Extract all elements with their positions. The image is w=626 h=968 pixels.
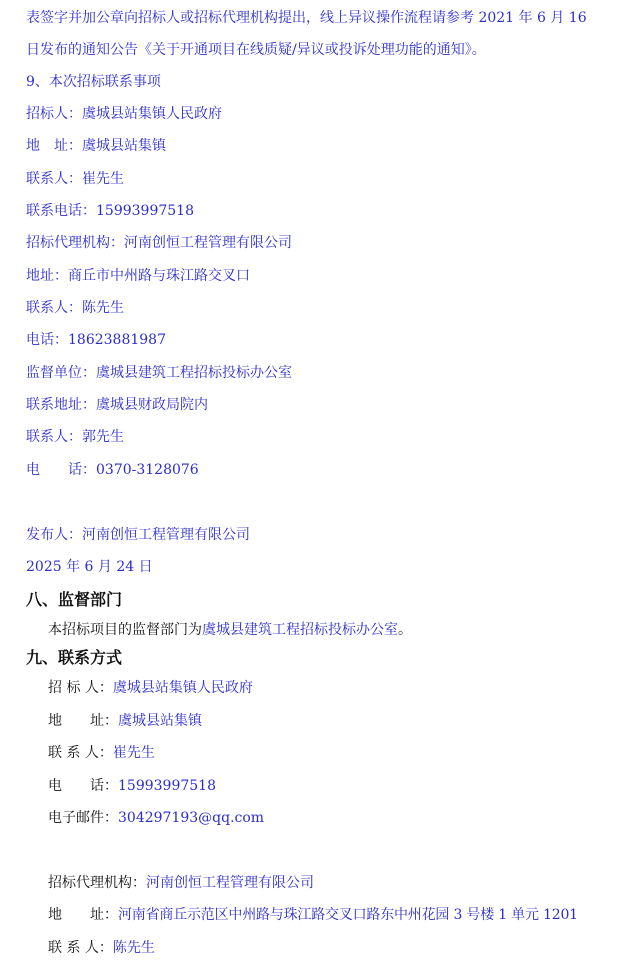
section-8-text-suffix: 。 bbox=[398, 622, 412, 638]
intro-text-line-1: 表签字并加公章向招标人或招标代理机构提出，线上异议操作流程请参考 2021 年 6 月 16 bbox=[26, 10, 587, 26]
row-label: 电 话： bbox=[48, 778, 118, 794]
row-value: 河南创恒工程管理有限公司 bbox=[146, 875, 314, 891]
section-9-heading: 九、联系方式 bbox=[26, 648, 123, 667]
row-value: 虞城县站集镇人民政府 bbox=[112, 680, 253, 696]
contact-tenderer: 招标人：虞城县站集镇人民政府 bbox=[26, 106, 222, 122]
row-label: 联 系 人： bbox=[48, 940, 113, 956]
row-label: 联 系 人： bbox=[48, 745, 113, 761]
row-label: 地 址： bbox=[48, 713, 118, 729]
row-value: 虞城县站集镇 bbox=[118, 713, 202, 729]
intro-text-line-2: 日发布的通知公告《关于开通项目在线质疑/异议或投诉处理功能的通知》。 bbox=[26, 42, 486, 58]
section-8-paragraph bbox=[48, 620, 412, 640]
contact-row-tenderer bbox=[48, 678, 253, 698]
publisher: 发布人：河南创恒工程管理有限公司 bbox=[26, 527, 250, 543]
agency-row-address bbox=[48, 905, 578, 925]
section-8-text-prefix: 本招标项目的监督部门为 bbox=[48, 622, 202, 638]
supervisor-phone: 电 话：0370-3128076 bbox=[26, 462, 199, 478]
section-8-heading: 八、监督部门 bbox=[26, 590, 123, 609]
contact-address: 地 址：虞城县站集镇 bbox=[26, 138, 166, 154]
row-label: 招标代理机构： bbox=[48, 875, 146, 891]
row-value: 河南省商丘示范区中州路与珠江路交叉口路东中州花园 3 号楼 1 单元 1201 bbox=[118, 907, 578, 923]
row-value: 15993997518 bbox=[118, 778, 216, 794]
agency-address: 地址：商丘市中州路与珠江路交叉口 bbox=[26, 268, 250, 284]
agency-contact-person: 联系人：陈先生 bbox=[26, 300, 124, 316]
section-8-supervisor-name: 虞城县建筑工程招标投标办公室 bbox=[202, 622, 398, 638]
supervisor-unit: 监督单位：虞城县建筑工程招标投标办公室 bbox=[26, 365, 292, 381]
section-9-title: 9、本次招标联系事项 bbox=[26, 74, 161, 90]
publish-date: 2025 年 6 月 24 日 bbox=[26, 559, 153, 575]
row-label: 地 址： bbox=[48, 907, 118, 923]
contact-row-person bbox=[48, 743, 155, 763]
row-value: 陈先生 bbox=[112, 940, 155, 956]
agency-name: 招标代理机构：河南创恒工程管理有限公司 bbox=[26, 235, 292, 251]
row-label: 电子邮件： bbox=[48, 810, 118, 826]
contact-phone: 联系电话：15993997518 bbox=[26, 203, 194, 219]
contact-row-phone bbox=[48, 776, 216, 796]
agency-phone: 电话：18623881987 bbox=[26, 332, 166, 348]
supervisor-contact-person: 联系人：郭先生 bbox=[26, 429, 124, 445]
contact-row-email bbox=[48, 808, 264, 828]
contact-row-address bbox=[48, 711, 202, 731]
row-value: 崔先生 bbox=[112, 745, 155, 761]
supervisor-address: 联系地址：虞城县财政局院内 bbox=[26, 397, 208, 413]
email-value: 304297193@qq.com bbox=[118, 810, 265, 826]
row-label: 招 标 人： bbox=[48, 680, 113, 696]
agency-row-name bbox=[48, 873, 314, 893]
agency-row-person bbox=[48, 938, 155, 958]
contact-person: 联系人：崔先生 bbox=[26, 171, 124, 187]
